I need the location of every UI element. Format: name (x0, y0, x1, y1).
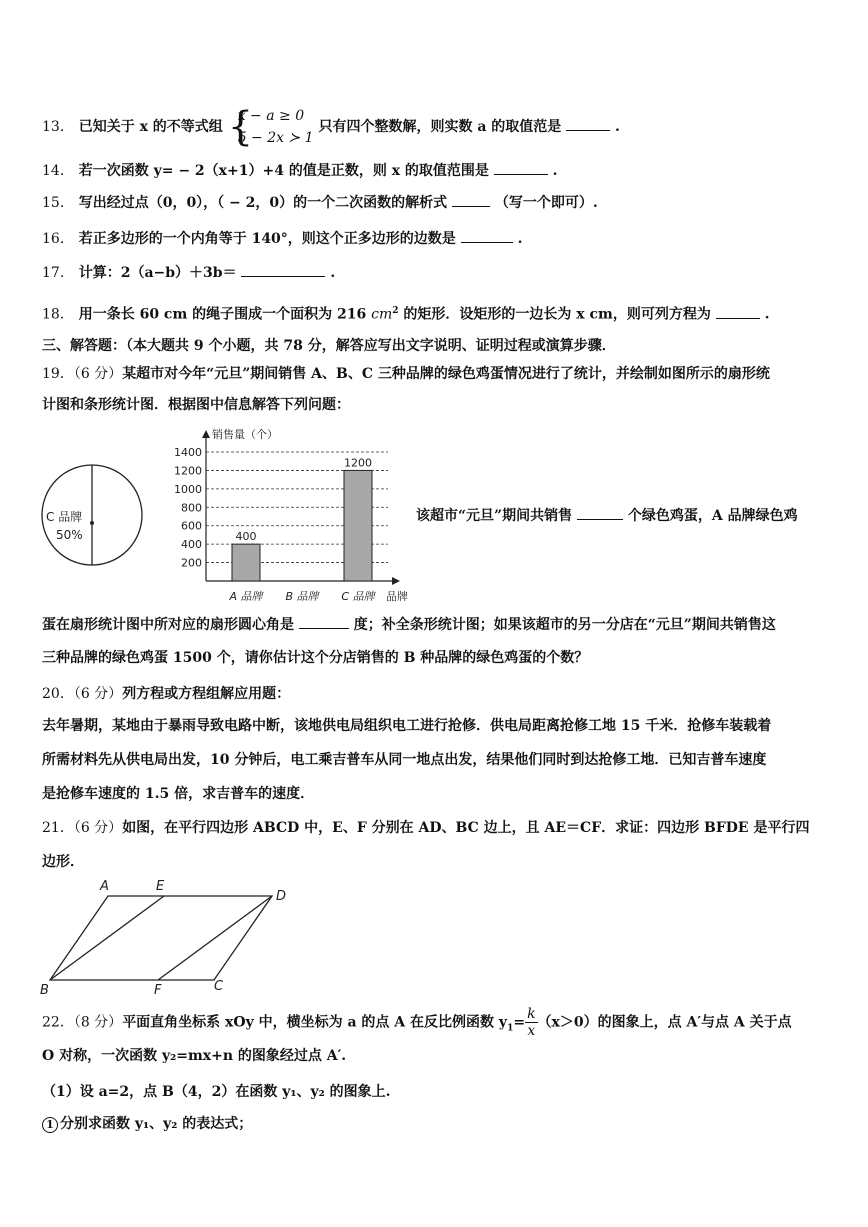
section-heading: 三、解答题：（本大题共 9 个小题，共 78 分，解答应写出文字说明、证明过程或演算步骤． (42, 338, 616, 354)
answer-blank-total[interactable] (577, 505, 623, 520)
label-e: E (156, 879, 165, 894)
question-text: 若正多边形的一个内角等于 140°，则这个正多边形的边数是 (78, 231, 456, 247)
question-19-line4: 三种品牌的绿色鸡蛋 1500 个，请你估计这个分店销售的 B 种品牌的绿色鸡蛋的个数？ (42, 650, 589, 666)
x-tick-label: B 品牌 (285, 590, 319, 603)
y-axis-arrow-icon (202, 430, 210, 438)
question-score: （6 分） (73, 820, 123, 836)
question-text-cont: （x＞0）的图象上，点 A′与点 A 关于点 (537, 1014, 792, 1031)
question-text: 分别求函数 y₁、y₂ 的表达式； (60, 1116, 253, 1132)
period: . (517, 231, 523, 247)
question-text: 写出经过点（0，0），（ − 2，0）的一个二次函数的解析式 (78, 195, 448, 211)
question-title: 列方程或方程组解应用题： (122, 686, 291, 702)
question-19-line3 (42, 614, 776, 635)
y-tick-label: 400 (181, 538, 202, 552)
question-18 (42, 301, 769, 325)
answer-blank[interactable] (461, 228, 513, 243)
question-22-line2: O 对称，一次函数 y₂=mx+n 的图象经过点 A′. (42, 1048, 347, 1064)
question-text: 用一条长 60 cm 的绳子围成一个面积为 216 (78, 306, 367, 323)
question-score: （6 分） (73, 366, 123, 382)
label-f: F (154, 983, 162, 996)
question-22-part1: （1）设 a=2，点 B（4，2）在函数 y₁、y₂ 的图象上. (42, 1084, 391, 1100)
question-number: 18． (42, 306, 74, 323)
question-text: 该超市“元旦”期间共销售 (416, 508, 573, 524)
question-text-cont: 的矩形．设矩形的一边长为 x cm，则可列方程为 (403, 306, 711, 323)
y-tick-label: 600 (181, 519, 202, 533)
y-tick-label: 1200 (174, 464, 202, 478)
question-text: 蛋在扇形统计图中所对应的扇形圆心角是 (42, 617, 294, 633)
data-label: 1200 (344, 456, 372, 470)
answer-blank[interactable] (241, 262, 325, 277)
x-tick-label: A 品牌 (229, 590, 263, 603)
bar-1 (232, 544, 260, 581)
inequality-system (228, 105, 314, 149)
question-20 (42, 684, 290, 704)
question-13 (42, 105, 620, 149)
x-axis-arrow-icon (392, 577, 400, 585)
question-number: 19． (42, 366, 74, 382)
segment-be (50, 896, 164, 980)
data-label: 400 (235, 530, 257, 544)
question-22-part1-sub1 (42, 1114, 252, 1134)
question-text: 若一次函数 y= − 2（x+1）+4 的值是正数，则 x 的取值范围是 (78, 163, 489, 179)
bar-3 (344, 470, 372, 581)
question-text: 如图，在平行四边形 ABCD 中，E、F 分别在 AD、BC 边上，且 AE＝CF．求证：四边形 BFDE 是平行四 (122, 820, 810, 836)
y-tick-label: 800 (181, 501, 202, 515)
question-number: 14． (42, 163, 74, 179)
label-b: B (40, 983, 49, 996)
unit-cm: cm (371, 306, 393, 323)
parallelogram-abcd (50, 896, 272, 980)
inequality-1: x − a ≥ 0 (237, 108, 305, 124)
question-text: 计算：2（a−b）＋3b＝ (78, 265, 237, 281)
y-tick-label: 200 (181, 556, 202, 570)
answer-blank[interactable] (494, 160, 548, 175)
question-15 (42, 192, 598, 213)
question-number: 21． (42, 820, 74, 836)
x-axis-label: 品牌 (386, 590, 408, 603)
question-number: 22． (42, 1014, 74, 1031)
question-20-line3: 是抢修车速度的 1.5 倍，求吉普车的速度． (42, 786, 315, 802)
fraction-numerator: k (527, 1006, 536, 1022)
question-suffix: （写一个即可）. (494, 195, 598, 211)
period: . (330, 265, 336, 281)
question-text: 已知关于 x 的不等式组 (78, 119, 223, 135)
pie-percent: 50% (56, 528, 83, 542)
question-17 (42, 262, 335, 283)
answer-blank-angle[interactable] (299, 614, 349, 629)
question-text: 平面直角坐标系 xOy 中，横坐标为 a 的点 A 在反比例函数 y (122, 1014, 508, 1031)
fraction-denominator: x (527, 1023, 536, 1039)
question-19-side (416, 505, 798, 526)
unit-exponent: 2 (392, 306, 399, 316)
period: . (764, 306, 770, 323)
question-text-cont: 个绿色鸡蛋，A 品牌绿色鸡 (627, 508, 798, 524)
y-axis-label: 销售量（个） (212, 428, 278, 441)
question-19-line2: 计图和条形统计图．根据图中信息解答下列问题： (42, 397, 350, 413)
question-21-line2: 边形． (42, 854, 84, 870)
question-19 (42, 364, 770, 384)
question-number: 16． (42, 231, 74, 247)
brace-icon: { (227, 104, 254, 150)
question-text-cont: 度；补全条形统计图；如果该超市的另一分店在“元旦”期间共销售这 (353, 617, 776, 633)
label-a: A (100, 879, 109, 894)
bar-chart (160, 424, 420, 606)
question-text: 某超市对今年“元旦”期间销售 A、B、C 三种品牌的绿色鸡蛋情况进行了统计，并绘制如图所示的扇形统 (122, 366, 770, 382)
y-tick-label: 1400 (174, 446, 202, 459)
pie-center (90, 521, 94, 525)
question-21 (42, 818, 809, 838)
question-16 (42, 228, 522, 249)
answer-blank[interactable] (452, 192, 490, 207)
x-tick-label: C 品牌 (341, 590, 375, 603)
y-tick-label: 1000 (174, 482, 202, 496)
question-14 (42, 160, 558, 181)
question-22: 22．（8 分）平面直角坐标系 xOy 中，横坐标为 a 的点 A 在反比例函数 $y_1=$ $\frac{k}{x}$ （x＞0）的图象上，点 A′与点 A 关于点 (42, 1006, 792, 1039)
pie-label: C 品牌 (46, 510, 83, 524)
parallelogram-figure (36, 876, 296, 996)
label-d: D (276, 889, 287, 904)
question-number: 20． (42, 686, 74, 702)
answer-blank[interactable] (716, 304, 760, 319)
question-20-line2: 所需材料先从供电局出发，10 分钟后，电工乘吉普车从同一地点出发，结果他们同时到达抢修工地．已知吉普车速度 (42, 752, 767, 768)
period: . (615, 119, 620, 135)
question-number: 17． (42, 265, 74, 281)
question-20-line1: 去年暑期，某地由于暴雨导致电路中断，该地供电局组织电工进行抢修．供电局距离抢修工地 15 千米．抢修车装载着 (42, 718, 772, 734)
fraction-k-over-x (525, 1006, 537, 1039)
question-score: （8 分） (73, 1014, 123, 1031)
pie-chart (40, 455, 144, 577)
question-text-cont: 只有四个整数解，则实数 a 的取值范是 (318, 119, 562, 135)
inequality-2: 5 − 2x ≻ 1 (237, 130, 314, 146)
question-score: （6 分） (73, 686, 123, 702)
answer-blank[interactable] (566, 116, 610, 131)
question-number: 15． (42, 195, 74, 211)
period: . (552, 163, 558, 179)
question-number: 13． (42, 119, 74, 135)
circled-number-icon: 1 (42, 1117, 58, 1133)
label-c: C (214, 979, 224, 994)
segment-fd (158, 896, 272, 980)
